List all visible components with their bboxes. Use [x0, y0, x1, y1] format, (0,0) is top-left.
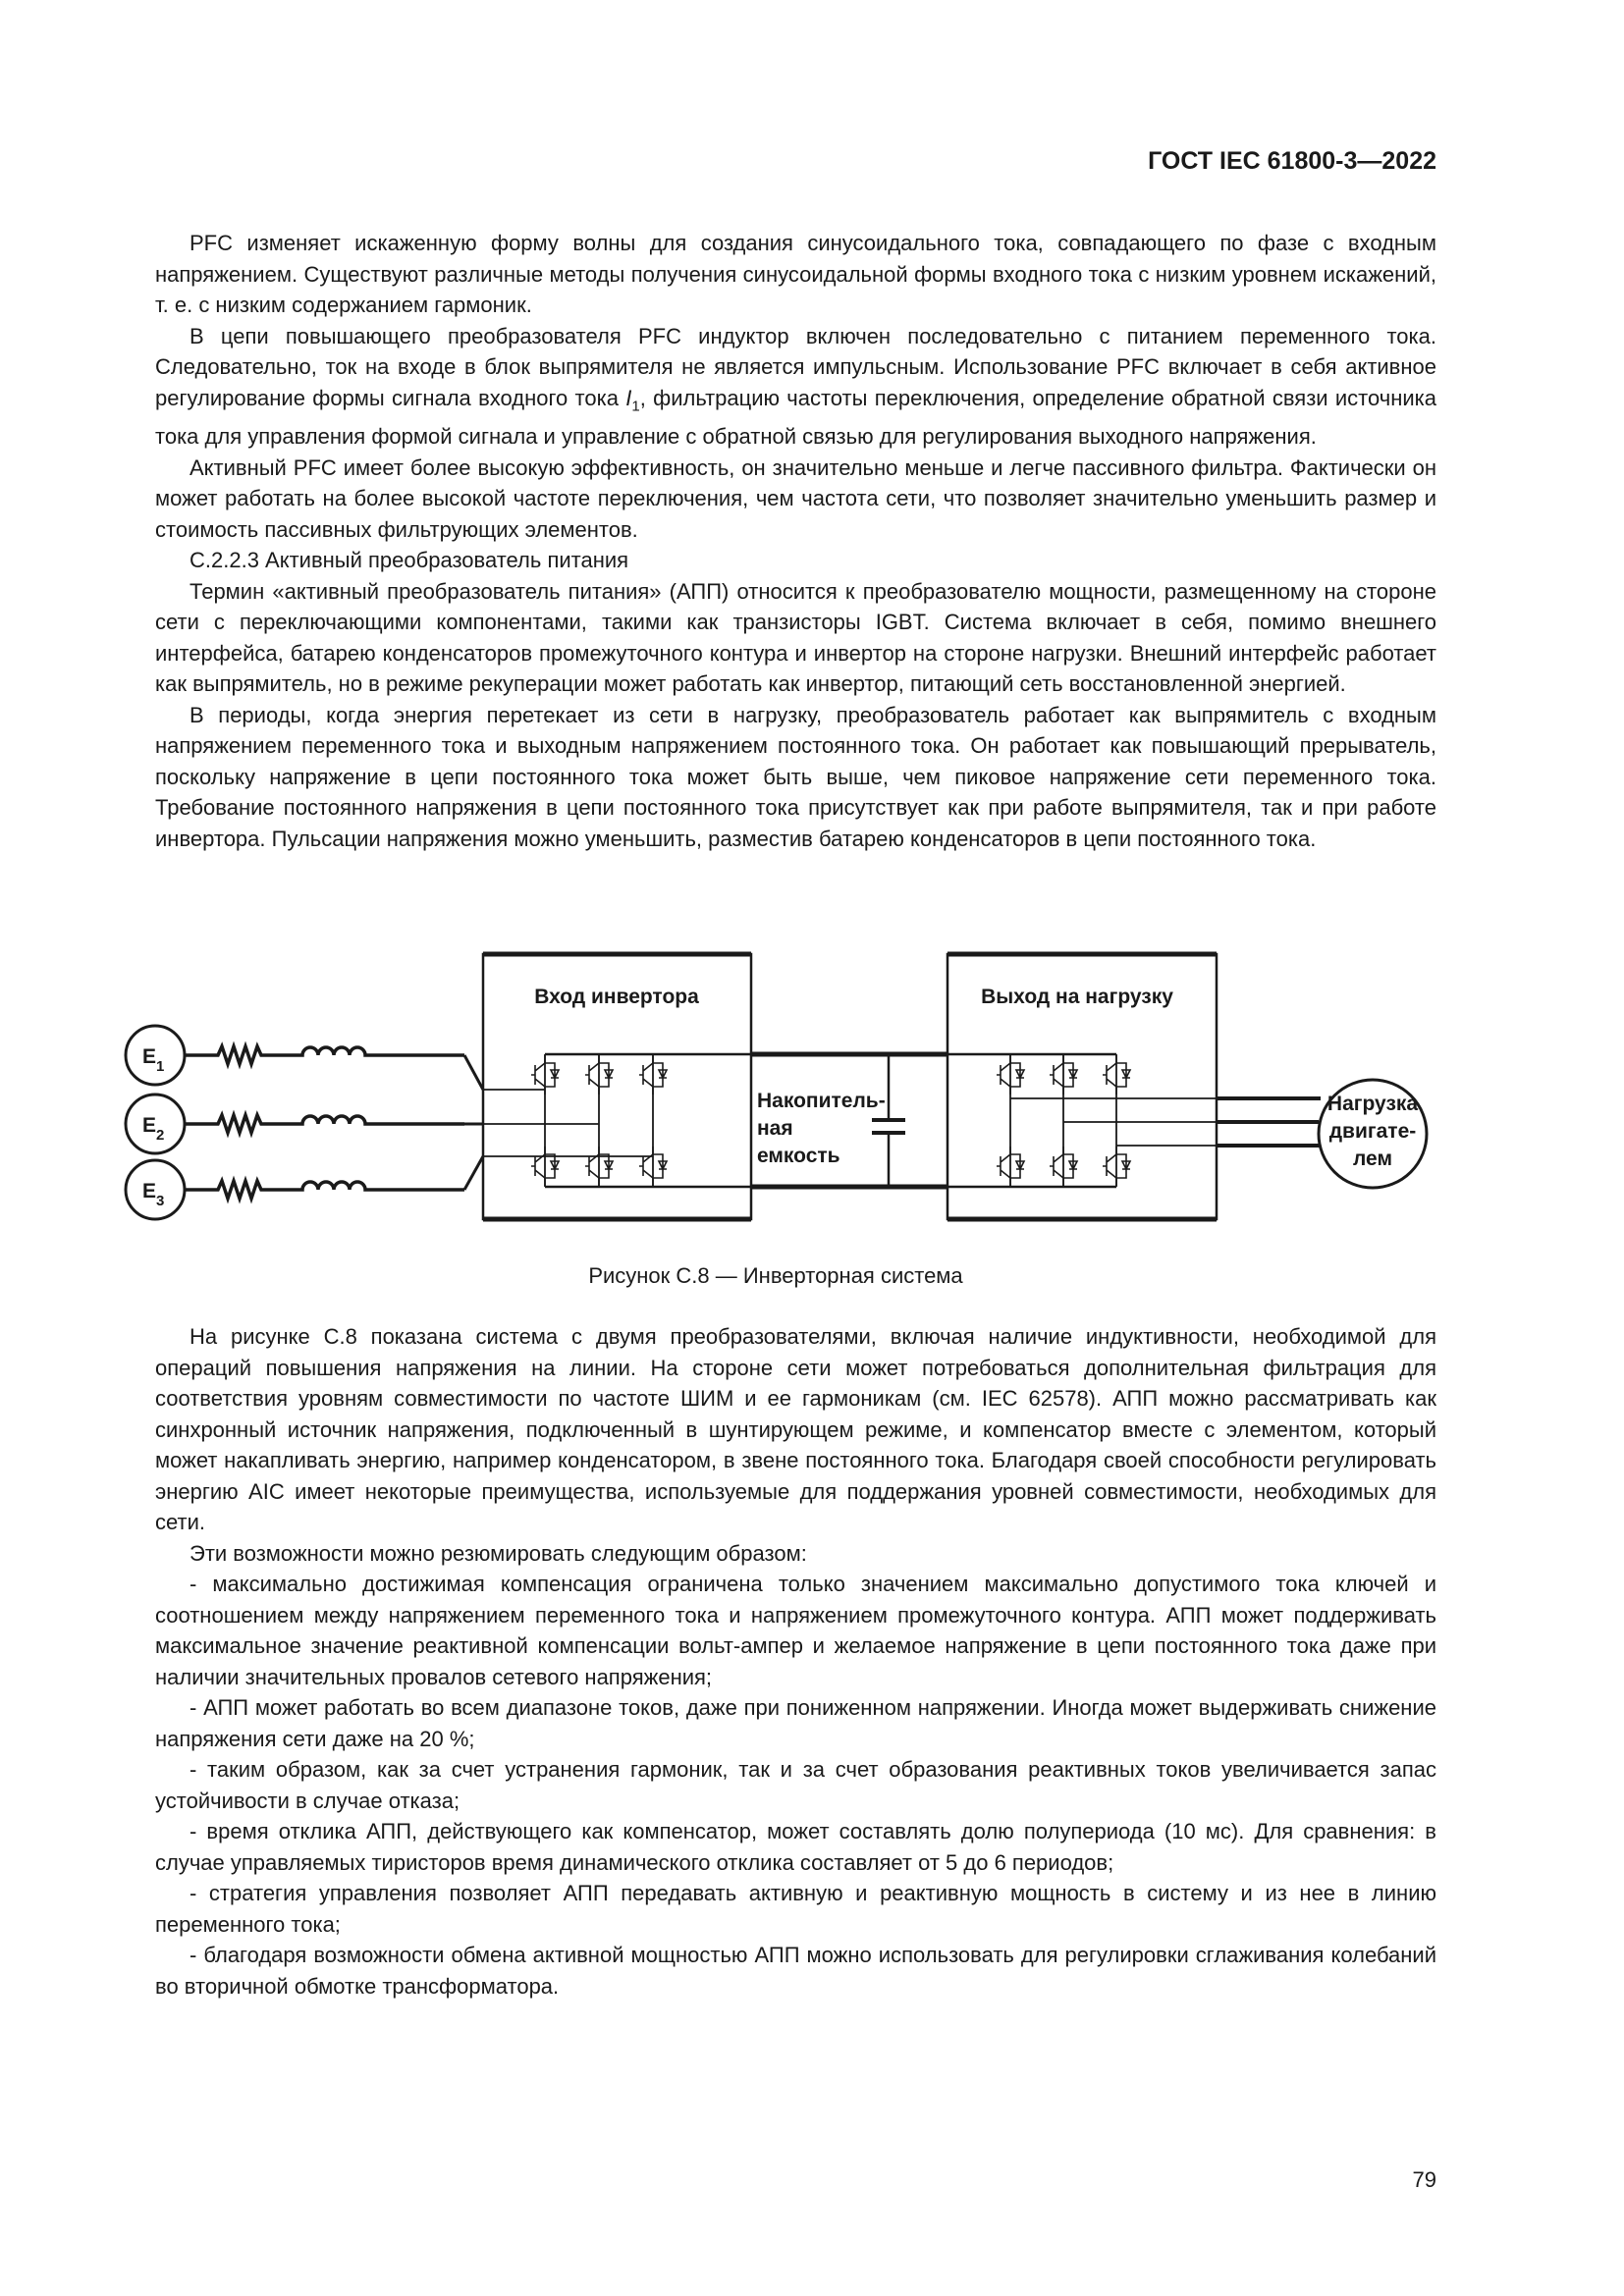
text-block-top	[155, 228, 1436, 854]
symbol-current: I	[625, 385, 632, 410]
source-label: $E_2$	[142, 1114, 165, 1144]
storage-label: емкость	[757, 1145, 840, 1167]
list-item: - время отклика АПП, действующего как компенсатор, может составлять долю полупериода (10 мс). Для сравнения: в случае управляемых тиристоров время динамического отклика составляет от 5 до 6 периодов;	[155, 1819, 1436, 1875]
paragraph: На рисунке С.8 показана система с двумя преобразователями, включая наличие индуктивности, необходимой для операций повышения напряжения на линии. На стороне сети может потребоваться дополнительная фильтрация для соответствия уровням совместимости по частоте ШИМ и ее гармоникам (см. IEC 62578). АПП можно рассматривать как синхронный источник напряжения, подключенный в шунтирующем режиме, и компенсатор вместе с элементом, который может накапливать энергию, например конденсатором, в звене постоянного тока. Благодаря своей способности регулировать энергию AIC имеет некоторые преимущества, используемые для поддержания уровней совместимости, необходимых для сети.	[155, 1324, 1436, 1534]
paragraph: Активный PFC имеет более высокую эффективность, он значительно меньше и легче пассивного фильтра. Фактически он может работать на более высокой частоте переключения, чем частота сети, что позволяет значительно уменьшить размер и стоимость пассивных фильтрующих элементов.	[155, 454, 1436, 542]
figure-caption	[0, 1263, 1624, 1289]
list-item: - максимально достижимая компенсация ограничена только значением максимально допустимого тока ключей и соотношением между напряжением переменного тока и напряжением промежуточного контура. АПП может поддерживать максимальное значение реактивной компенсации вольт-ампер и желаемое напряжение в цепи постоянного тока даже при наличии значительных провалов сетевого напряжения;	[155, 1572, 1436, 1689]
output-box-label: Выход на нагрузку	[981, 986, 1173, 1008]
page-number: 79	[1412, 2167, 1436, 2192]
load-label: Нагрузка	[1326, 1093, 1419, 1115]
list-item: - АПП может работать во всем диапазоне токов, даже при пониженном напряжении. Иногда может выдерживать снижение напряжения сети даже на 20 %;	[155, 1695, 1436, 1751]
list-item: - таким образом, как за счет устранения гармоник, так и за счет образования реактивных токов увеличивается запас устойчивости в случае отказа;	[155, 1757, 1436, 1813]
input-box-label: Вход инвертора	[534, 986, 699, 1008]
list-item: - благодаря возможности обмена активной мощностью АПП можно использовать для регулировки сглаживания колебаний во вторичной обмотке трансформатора.	[155, 1943, 1436, 1999]
text-run: В цепи повышающего преобразователя PFC индуктор включен последовательно с питанием переменного тока. Следовательно, ток на входе в блок выпрямителя не является импульсным. Использование PFC включает в себя активное регулирование формы сигнала входного тока	[155, 323, 1436, 410]
paragraph	[155, 321, 1436, 453]
section-heading: С.2.2.3 Активный преобразователь питания	[189, 548, 629, 573]
text-block-bottom	[155, 1321, 1436, 2002]
list-item: - стратегия управления позволяет АПП передавать активную и реактивную мощность в систему и из нее в линию переменного тока;	[155, 1881, 1436, 1937]
document-header: ГОСТ IEC 61800-3—2022	[1148, 147, 1436, 175]
paragraph: PFC изменяет искаженную форму волны для создания синусоидального тока, совпадающего по фазе с входным напряжением. Существуют различные методы получения синусоидальной формы входного тока с низким уровнем искажений, т. е. с низким содержанием гармоник.	[155, 231, 1436, 317]
storage-label: ная	[757, 1117, 793, 1140]
subscript: 1	[631, 397, 640, 414]
caption-text: Рисунок С.8 — Инверторная система	[588, 1263, 963, 1288]
paragraph: В периоды, когда энергия перетекает из сети в нагрузку, преобразователь работает как выпрямитель с входным напряжением переменного тока и выходным напряжением постоянного тока. Он работает как повышающий прерыватель, поскольку напряжение в цепи постоянного тока может быть выше, чем пиковое напряжение сети переменного тока. Требование постоянного напряжения в цепи постоянного тока присутствует как при работе выпрямителя, так и при работе инвертора. Пульсации напряжения можно уменьшить, разместив батарею конденсаторов в цепи постоянного тока.	[155, 702, 1436, 851]
source-label: $E_3$	[142, 1180, 165, 1209]
paragraph: Эти возможности можно резюмировать следующим образом:	[189, 1540, 807, 1566]
inverter-system-diagram	[0, 942, 1624, 1237]
load-label: лем	[1352, 1148, 1393, 1170]
paragraph: Термин «активный преобразователь питания» (АПП) относится к преобразователю мощности, размещенному на стороне сети с переключающими компонентами, такими как транзисторы IGBT. Система включает в себя, помимо внешнего интерфейса, батарею конденсаторов промежуточного контура и инвертор на стороне нагрузки. Внешний интерфейс работает как выпрямитель, но в режиме рекуперации может работать как инвертор, питающий сеть восстановленной энергией.	[155, 578, 1436, 697]
load-label: двигате-	[1328, 1120, 1417, 1143]
storage-label: Накопитель-	[757, 1090, 886, 1112]
source-label: $E_1$	[142, 1045, 165, 1075]
text-run: , фильтрацию частоты переключения, определение обратной связи источника тока для управления формой сигнала и управление с обратной связью для регулирования выходного напряжения.	[155, 385, 1436, 450]
